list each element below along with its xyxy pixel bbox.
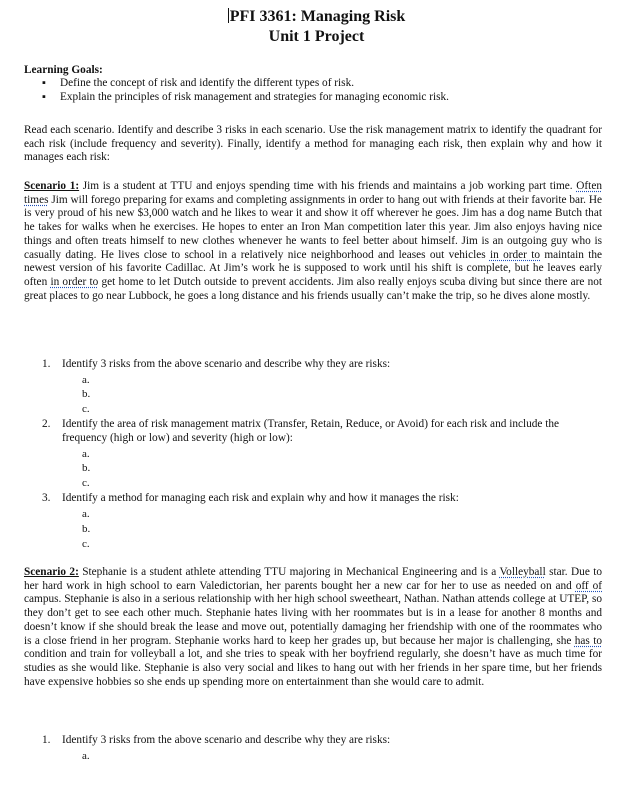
question-text: Identify 3 risks from the above scenario and describe why they are risks: bbox=[62, 734, 391, 746]
instructions-paragraph: Read each scenario. Identify and describe 3 risks in each scenario. Use the risk management matrix to identify the quadrant for each risk (include frequency and severity). Finally, identify a method for managing each risk, then explain why and how it manages each risk: bbox=[24, 124, 602, 164]
answer-slot[interactable]: b. bbox=[82, 462, 91, 474]
answer-slot[interactable]: a. bbox=[82, 448, 90, 460]
learning-goal-item: ▪ Explain the principles of risk management and strategies for managing economic risk. bbox=[40, 91, 600, 105]
question-text: Identify 3 risks from the above scenario and describe why they are risks: bbox=[62, 358, 391, 370]
scenario-2-label: Scenario 2: bbox=[24, 566, 79, 578]
scenario-1-text: maintain the newest version of his favorite Cadillac. At Jim’s work he is supposed to work until his shift is complete, but he leaves early often bbox=[24, 248, 603, 288]
answer-slot[interactable]: c. bbox=[82, 403, 90, 415]
learning-goals-list bbox=[40, 77, 600, 104]
answer-slot[interactable]: a. bbox=[82, 374, 90, 386]
answer-slot[interactable]: a. bbox=[82, 750, 90, 762]
scenario-1-paragraph bbox=[24, 180, 602, 303]
scenario-1-flagged-phrase: Often times bbox=[24, 180, 602, 206]
document-title bbox=[0, 7, 633, 26]
title-line-1: PFI 3361: Managing Risk bbox=[229, 8, 406, 25]
scenario-1-text: Jim will forego preparing for exams and completing assignments in order to hang out with friends at their favorite bar. He is very proud of his new $3,000 watch and he likes to wear it and show it off wherever he goes. Jim has a dog name Butch that he takes for walks when he exercises. He hopes to enter an Iron Man competition later this year. Jim also enjoys having nice things and often treats himself to new clothes whenever he wants to feel better about himself. Jim is an outgoing guy who is casually dating. He lives close to school in a relatively nice neighborhood and leases out vehicles bbox=[24, 193, 602, 261]
question-number: 3. bbox=[42, 492, 51, 504]
text-cursor bbox=[228, 8, 229, 23]
scenario-1-flagged-phrase: in order to bbox=[50, 275, 99, 288]
question-text: Identify a method for managing each risk and explain why and how it manages the risk: bbox=[62, 492, 459, 504]
answer-slot[interactable]: c. bbox=[82, 477, 90, 489]
scenario-2-text: campus. Stephanie is also in a serious relationship with her high school sweetheart, Nathan. Nathan attends college at UTEP, so they don’t get to see each other much. Stephanie hates living with her roommates but is in a lease for another 8 months and doesn’t know if she should break the lease and move out, potentially damaging her friendship with one of the roommates who is a close friend in her program. Stephanie works hard to keep her grades up, but because her major is challenging, she bbox=[24, 593, 602, 647]
scenario-1-text: get home to let Dutch outside to prevent accidents. Jim also really enjoys scuba diving but since there are not great places to go near Lubbock, he goes a long distance and his friends usually can’t make the trip, so he dives alone mostly. bbox=[24, 275, 602, 302]
answer-slot[interactable]: b. bbox=[82, 523, 91, 535]
learning-goals-heading: Learning Goals: bbox=[24, 64, 103, 76]
document-subtitle: Unit 1 Project bbox=[268, 28, 365, 45]
scenario-1-question-2 bbox=[42, 418, 602, 445]
question-number: 2. bbox=[42, 418, 51, 430]
scenario-2-question-1 bbox=[42, 734, 602, 748]
scenario-1-question-1 bbox=[42, 358, 602, 372]
scenario-2-text: Stephanie is a student athlete attending TTU majoring in Mechanical Engineering and is a bbox=[78, 566, 500, 578]
question-number: 1. bbox=[42, 734, 51, 746]
scenario-1-flagged-phrase: in order to bbox=[489, 248, 541, 261]
scenario-1-label: Scenario 1: bbox=[24, 180, 80, 192]
question-text: Identify the area of risk management matrix (Transfer, Retain, Reduce, or Avoid) for each risk and include the frequency (high or low) and severity (high or low): bbox=[62, 418, 560, 444]
scenario-2-flagged-phrase: off of bbox=[575, 579, 602, 592]
scenario-1-question-3 bbox=[42, 492, 602, 506]
scenario-1-text: Jim is a student at TTU and enjoys spending time with his friends and maintains a job working part time. bbox=[79, 180, 577, 192]
scenario-2-text: condition and train for volleyball a lot, and she tries to speak with her boyfriend regularly, she doesn’t have as much time for studies as she would like. Stephanie is also very social and likes to hang out with her friends in her spare time, but her friends have expensive hobbies so she ends up spending more on entertainment than she would care to admit. bbox=[24, 648, 602, 688]
answer-slot[interactable]: a. bbox=[82, 508, 90, 520]
answer-slot[interactable]: b. bbox=[82, 388, 91, 400]
scenario-2-flagged-phrase: has to bbox=[574, 634, 602, 647]
scenario-2-flagged-phrase: Volleyball bbox=[499, 566, 546, 578]
scenario-2-text: star. Due to her hard work in high school to earn Valedictorian, her parents bought her a new car for her to use as needed on and bbox=[24, 566, 603, 592]
answer-slot[interactable]: c. bbox=[82, 538, 90, 550]
scenario-2-paragraph bbox=[24, 566, 602, 689]
question-number: 1. bbox=[42, 358, 51, 370]
learning-goal-item: ▪ Define the concept of risk and identify the different types of risk. bbox=[40, 77, 600, 91]
